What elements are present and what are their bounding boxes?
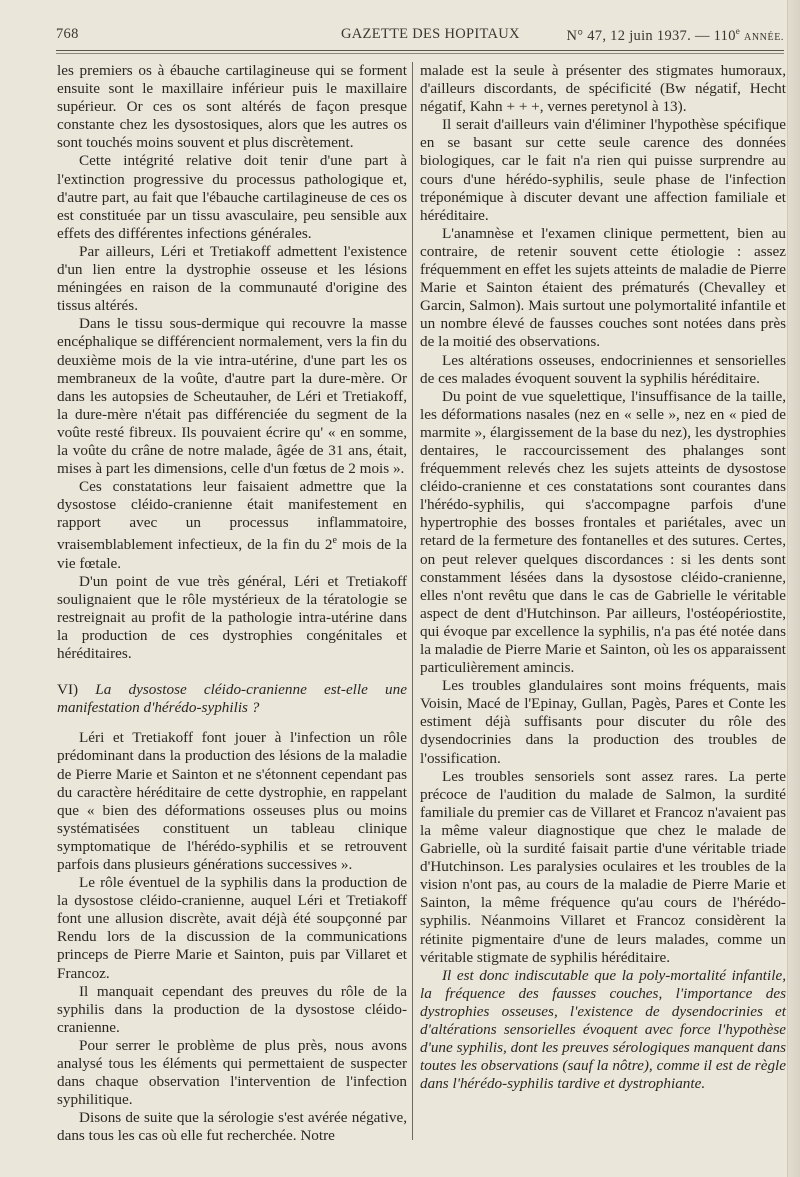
paragraph: Les troubles glandulaires sont moins fréquents, mais Voisin, Macé de l'Epinay, Gullan, Pagès, Pares et Conte les estiment déjà suffisants pour discuter du rôle des dysendocrinies dans la production des troubles de l'ossification.	[420, 677, 786, 767]
paragraph: Cette intégrité relative doit tenir d'une part à l'extinction progressive du processus pathologique et, d'autre part, au fait que l'ébauche cartilagineuse de ces os est constituée par un tissu avasculaire, peu sensible aux effets des différentes infections générales.	[57, 152, 407, 242]
header-rule	[56, 50, 784, 54]
paragraph: Les troubles sensoriels sont assez rares. La perte précoce de l'audition du malade de Salmon, la surdité familiale du premier cas de Villaret et Francoz n'avaient pas la même valeur diagnostique que chez le malade de Gabrielle, où la surdité faisait partie d'une véritable triade d'Hutchinson. Les paralysies oculaires et les troubles de la vision n'ont pas, au cours de la maladie de Pierre Marie et Sainton, la même fréquence qu'au cours de l'hérédo-syphilis. Néanmoins Villaret et Francoz considèrent la rétinite pigmentaire d'une de leurs malades, comme un véritable stigmate de syphilis héréditaire.	[420, 767, 786, 966]
text-run: Ces constatations leur faisaient admettre que la dysostose cléido-cranienne était manifestement en rapport avec un processus inflammatoire, vraisemblablement infectieux, de la fin du 2	[57, 478, 407, 554]
paragraph: Par ailleurs, Léri et Tretiakoff admettent l'existence d'un lien entre la dystrophie osseuse et les lésions méningées en raison de la communauté d'origine des tissus altérés.	[57, 242, 407, 315]
section-number: VI)	[57, 681, 96, 699]
paragraph: Le rôle éventuel de la syphilis dans la production de la dysostose cléido-cranienne, auquel Léri et Tretiakoff font une allusion discrète, avait déjà été soupçonné par Rendu lors de la discussion de la communications princeps de Pierre Marie et Sainton, puis par Villaret et Francoz.	[57, 874, 407, 982]
paragraph: Pour serrer le problème de plus près, nous avons analysé tous les éléments qui permettaient de suspecter dans chaque observation l'intervention de l'infection syphilitique.	[57, 1036, 407, 1109]
superscript: e	[332, 535, 337, 547]
paragraph: Léri et Tretiakoff font jouer à l'infection un rôle prédominant dans la production des lésions de la maladie de Pierre Marie et Sainton et ne s'étonnent cependant pas du caractère héréditaire de cette dystrophie, en rappelant que « bien des déformations osseuses plus ou moins systématisées constituent un tableau clinique symptomatique de l'hérédo-syphilis et se retrouvent parfois dans plusieurs générations successives ».	[57, 729, 407, 873]
paragraph: Il manquait cependant des preuves du rôle de la syphilis dans la production de la dysostose cléido-cranienne.	[57, 982, 407, 1036]
left-column	[57, 62, 407, 1146]
journal-title: GAZETTE DES HOPITAUX	[341, 26, 520, 42]
section-heading	[57, 681, 407, 717]
paragraph: malade est la seule à présenter des stigmates humoraux, d'ailleurs discordants, de spécificité (Bw négatif, Hecht négatif, Kahn + + +, vernes peretynol à 13).	[420, 62, 786, 116]
paragraph	[57, 478, 407, 573]
paragraph: L'anamnèse et l'examen clinique permettent, bien au contraire, de retenir souvent cette étiologie : assez fréquemment en effet les sujets atteints de maladie de Pierre Marie et Sainton étaient des prématurés (Chevalley et Garcin, Salmon). Mais surtout une polymortalité infantile et un nombre élevé de fausses couches sont notées dans près de la moitié des observations.	[420, 224, 786, 351]
issue-superscript: e	[735, 26, 741, 36]
right-column	[420, 62, 786, 1093]
text-run: mois de la vie fœtale.	[57, 536, 407, 572]
column-divider	[412, 62, 413, 1140]
paragraph: Disons de suite que la sérologie s'est avérée négative, dans tous les cas où elle fut recherchée. Notre	[57, 1109, 407, 1145]
running-header	[56, 26, 784, 48]
issue-info	[566, 26, 784, 45]
page-edge	[787, 0, 800, 1177]
issue-year-word: ANNÉE.	[744, 31, 784, 43]
paragraph: Les altérations osseuses, endocriniennes et sensorielles de ces malades évoquent souvent la syphilis héréditaire.	[420, 351, 786, 387]
paragraph: les premiers os à ébauche cartilagineuse qui se forment ensuite sont le maxillaire inférieur puis le maxillaire supérieur. Or ces os sont altérés de façon presque constante chez les dysostosiques, alors que les autres os sont touchés moins souvent et plus discrètement.	[57, 62, 407, 152]
page-number: 768	[56, 26, 79, 42]
paragraph: D'un point de vue très général, Léri et Tretiakoff soulignaient que le rôle mystérieux de la tératologie se restreignait au profit de la pathologie intra-utérine dans la production de ces dystrophies congénitales et héréditaires.	[57, 572, 407, 663]
paragraph: Du point de vue squelettique, l'insuffisance de la taille, les déformations nasales (nez en « selle », nez en « pied de marmite », élargissement de la base du nez), les dystrophies dentaires, le raccourcissement des phalanges sont fréquemment relevés chez les sujets atteints de dysostose cléido-cranienne et ces constatations sont courantes dans l'hérédo-syphilis, qui s'accompagne parfois d'une hypertrophie des bosses frontales et pariétales, avec un retard de la fermeture des fontanelles et des sutures. Certes, on peut relever quelques discordances : si les dents sont constamment lésées dans la dysostose cléido-cranienne, elles n'ont revêtu que dans le cas de Gabrielle le véritable aspect de dent d'Hutchinson. Par ailleurs, l'ostéopériostite, qui évoque par excellence la syphilis, n'a pas été notée dans la maladie de Pierre Marie et Sainton, où les os apparaissent particulièrement amincis.	[420, 387, 786, 677]
issue-main: N° 47, 12 juin 1937. — 110	[566, 27, 736, 44]
section-title: La dysostose cléido-cranienne est-elle une manifestation d'hérédo-syphilis ?	[57, 681, 407, 717]
conclusion-paragraph: Il est donc indiscutable que la poly-mortalité infantile, la fréquence des fausses couches, l'importance des dystrophies osseuses, l'existence de dysendocrinies et d'altérations sensorielles évoquent avec force l'hypothèse d'une syphilis, dont les preuves sérologiques manquent dans toutes les observations (sauf la nôtre), comme il est de règle dans l'hérédo-syphilis tardive et dystrophiante.	[420, 966, 786, 1093]
paragraph: Dans le tissu sous-dermique qui recouvre la masse encéphalique se différencient normalement, vers la fin du deuxième mois de la vie intra-utérine, d'une part les os membraneux de la voûte, d'autre part la dure-mère. Or dans les autopsies de Scheutauher, de Léri et Tretiakoff, la dure-mère n'était pas différenciée du segment de la voûte resté fibreux. Ils pouvaient écrire qu' « en somme, la voûte du crâne de notre malade, âgée de 31 ans, était, mises à part les dimensions, celle d'un fœtus de 2 mois ».	[57, 315, 407, 478]
paragraph: Il serait d'ailleurs vain d'éliminer l'hypothèse spécifique en se basant sur cette seule carence des données biologiques, car le fait n'a rien qui puisse surprendre au cours d'une hérédo-syphilis, seule phase de l'infection tréponémique à discuter devant une affection familiale et héréditaire.	[420, 116, 786, 224]
